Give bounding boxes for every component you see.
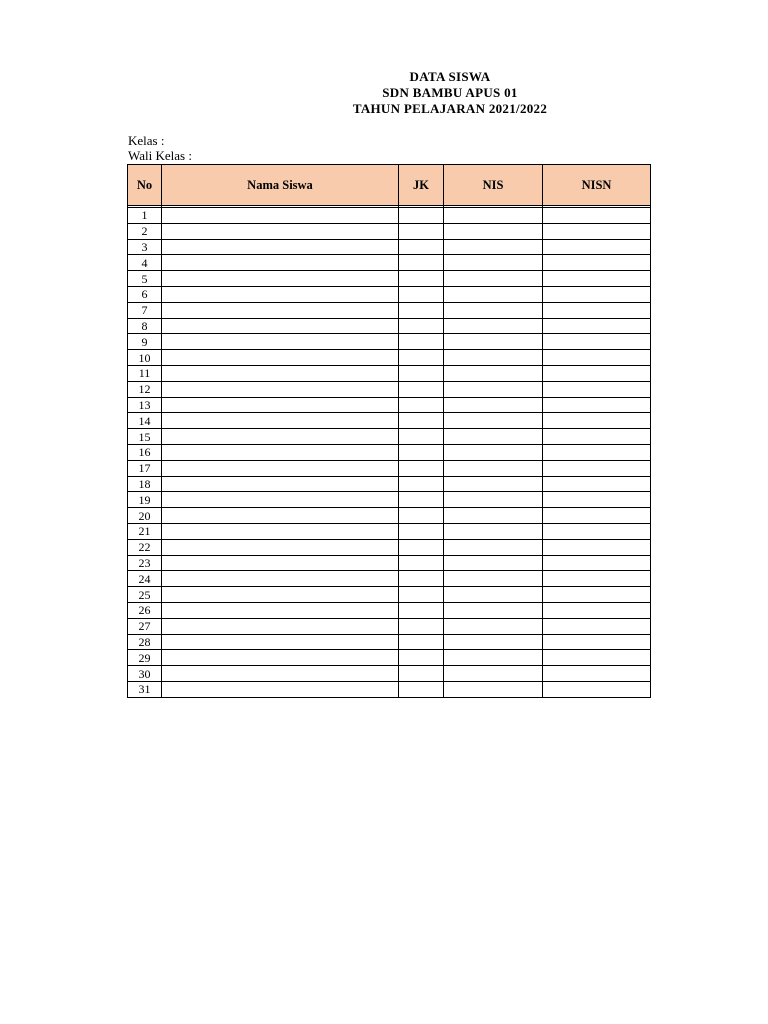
cell-nisn[interactable]	[543, 271, 651, 287]
cell-no: 24	[128, 571, 162, 587]
cell-nama[interactable]	[162, 666, 399, 682]
table-row	[128, 602, 651, 618]
cell-nisn[interactable]	[543, 555, 651, 571]
cell-nisn[interactable]	[543, 208, 651, 224]
cell-jk[interactable]	[399, 429, 444, 445]
cell-no: 10	[128, 350, 162, 366]
cell-nis[interactable]	[444, 587, 543, 603]
cell-no: 8	[128, 318, 162, 334]
table-row	[128, 302, 651, 318]
cell-nama[interactable]	[162, 492, 399, 508]
cell-nisn[interactable]	[543, 318, 651, 334]
student-table	[127, 164, 651, 698]
table-row	[128, 350, 651, 366]
cell-nisn[interactable]	[543, 239, 651, 255]
cell-no: 15	[128, 429, 162, 445]
cell-nama[interactable]	[162, 429, 399, 445]
cell-nis[interactable]	[444, 413, 543, 429]
table-row	[128, 634, 651, 650]
cell-nisn[interactable]	[543, 255, 651, 271]
cell-jk[interactable]	[399, 476, 444, 492]
cell-nis[interactable]	[444, 208, 543, 224]
table-row	[128, 539, 651, 555]
cell-nis[interactable]	[444, 397, 543, 413]
cell-nama[interactable]	[162, 618, 399, 634]
table-row	[128, 444, 651, 460]
cell-nama[interactable]	[162, 334, 399, 350]
cell-jk[interactable]	[399, 302, 444, 318]
cell-nisn[interactable]	[543, 539, 651, 555]
cell-no: 21	[128, 523, 162, 539]
cell-no: 1	[128, 208, 162, 224]
cell-jk[interactable]	[399, 286, 444, 302]
cell-nama[interactable]	[162, 413, 399, 429]
cell-nama[interactable]	[162, 476, 399, 492]
cell-jk[interactable]	[399, 492, 444, 508]
table-row	[128, 523, 651, 539]
table-row	[128, 681, 651, 697]
table-row	[128, 334, 651, 350]
cell-nisn[interactable]	[543, 492, 651, 508]
table-row	[128, 650, 651, 666]
cell-jk[interactable]	[399, 350, 444, 366]
cell-jk[interactable]	[399, 208, 444, 224]
cell-nis[interactable]	[444, 681, 543, 697]
cell-nisn[interactable]	[543, 413, 651, 429]
title-line-2: SDN BAMBU APUS 01	[382, 85, 518, 100]
title-line-1: DATA SISWA	[409, 69, 491, 84]
cell-jk[interactable]	[399, 508, 444, 524]
cell-jk[interactable]	[399, 539, 444, 555]
cell-no: 11	[128, 365, 162, 381]
cell-nama[interactable]	[162, 302, 399, 318]
cell-nis[interactable]	[444, 555, 543, 571]
table-row	[128, 413, 651, 429]
cell-no: 16	[128, 444, 162, 460]
cell-jk[interactable]	[399, 334, 444, 350]
cell-nisn[interactable]	[543, 302, 651, 318]
table-row	[128, 239, 651, 255]
cell-nis[interactable]	[444, 444, 543, 460]
cell-no: 28	[128, 634, 162, 650]
cell-no: 19	[128, 492, 162, 508]
cell-nisn[interactable]	[543, 587, 651, 603]
cell-no: 6	[128, 286, 162, 302]
cell-nis[interactable]	[444, 666, 543, 682]
cell-no: 20	[128, 508, 162, 524]
cell-nisn[interactable]	[543, 350, 651, 366]
cell-jk[interactable]	[399, 602, 444, 618]
cell-jk[interactable]	[399, 255, 444, 271]
cell-nama[interactable]	[162, 571, 399, 587]
cell-nisn[interactable]	[543, 460, 651, 476]
cell-nisn[interactable]	[543, 508, 651, 524]
cell-no: 13	[128, 397, 162, 413]
header-nis: NIS	[444, 165, 543, 206]
header-nama-siswa: Nama Siswa	[162, 165, 399, 206]
table-body	[128, 206, 651, 698]
cell-no: 30	[128, 666, 162, 682]
document-title	[0, 69, 768, 117]
cell-jk[interactable]	[399, 666, 444, 682]
cell-nama[interactable]	[162, 223, 399, 239]
cell-nis[interactable]	[444, 381, 543, 397]
cell-jk[interactable]	[399, 650, 444, 666]
cell-nama[interactable]	[162, 634, 399, 650]
cell-nama[interactable]	[162, 444, 399, 460]
cell-nama[interactable]	[162, 397, 399, 413]
table-row	[128, 571, 651, 587]
cell-nis[interactable]	[444, 239, 543, 255]
cell-nama[interactable]	[162, 318, 399, 334]
header-jk: JK	[399, 165, 444, 206]
cell-jk[interactable]	[399, 381, 444, 397]
kelas-label: Kelas :	[128, 133, 165, 148]
cell-nama[interactable]	[162, 681, 399, 697]
cell-nisn[interactable]	[543, 523, 651, 539]
cell-no: 4	[128, 255, 162, 271]
cell-jk[interactable]	[399, 271, 444, 287]
cell-no: 3	[128, 239, 162, 255]
cell-nis[interactable]	[444, 476, 543, 492]
cell-jk[interactable]	[399, 318, 444, 334]
table-row	[128, 587, 651, 603]
cell-nis[interactable]	[444, 618, 543, 634]
cell-nama[interactable]	[162, 523, 399, 539]
cell-no: 26	[128, 602, 162, 618]
cell-nisn[interactable]	[543, 397, 651, 413]
table-row	[128, 318, 651, 334]
cell-jk[interactable]	[399, 523, 444, 539]
cell-no: 18	[128, 476, 162, 492]
cell-nisn[interactable]	[543, 666, 651, 682]
cell-nama[interactable]	[162, 208, 399, 224]
header-no: No	[128, 165, 162, 206]
cell-nisn[interactable]	[543, 618, 651, 634]
cell-jk[interactable]	[399, 444, 444, 460]
cell-nis[interactable]	[444, 634, 543, 650]
cell-nis[interactable]	[444, 602, 543, 618]
cell-nama[interactable]	[162, 239, 399, 255]
cell-nisn[interactable]	[543, 571, 651, 587]
cell-nama[interactable]	[162, 365, 399, 381]
cell-nisn[interactable]	[543, 634, 651, 650]
header-nisn: NISN	[543, 165, 651, 206]
table-row	[128, 666, 651, 682]
cell-jk[interactable]	[399, 239, 444, 255]
table-row	[128, 476, 651, 492]
cell-no: 22	[128, 539, 162, 555]
cell-nis[interactable]	[444, 318, 543, 334]
table-row	[128, 618, 651, 634]
cell-nama[interactable]	[162, 587, 399, 603]
cell-nis[interactable]	[444, 460, 543, 476]
cell-nama[interactable]	[162, 650, 399, 666]
cell-jk[interactable]	[399, 397, 444, 413]
table-row	[128, 255, 651, 271]
cell-no: 25	[128, 587, 162, 603]
cell-jk[interactable]	[399, 413, 444, 429]
cell-nisn[interactable]	[543, 444, 651, 460]
cell-nama[interactable]	[162, 555, 399, 571]
cell-nis[interactable]	[444, 302, 543, 318]
table-row	[128, 286, 651, 302]
cell-no: 23	[128, 555, 162, 571]
cell-nis[interactable]	[444, 365, 543, 381]
cell-nisn[interactable]	[543, 429, 651, 445]
cell-no: 27	[128, 618, 162, 634]
cell-jk[interactable]	[399, 634, 444, 650]
cell-no: 17	[128, 460, 162, 476]
cell-nama[interactable]	[162, 286, 399, 302]
cell-nisn[interactable]	[543, 650, 651, 666]
cell-nis[interactable]	[444, 539, 543, 555]
cell-no: 31	[128, 681, 162, 697]
cell-jk[interactable]	[399, 571, 444, 587]
cell-nis[interactable]	[444, 492, 543, 508]
cell-nama[interactable]	[162, 381, 399, 397]
cell-nis[interactable]	[444, 508, 543, 524]
cell-no: 5	[128, 271, 162, 287]
cell-nis[interactable]	[444, 650, 543, 666]
table-row	[128, 381, 651, 397]
table-row	[128, 492, 651, 508]
cell-nama[interactable]	[162, 271, 399, 287]
cell-nisn[interactable]	[543, 334, 651, 350]
cell-nama[interactable]	[162, 460, 399, 476]
table-row	[128, 208, 651, 224]
cell-nis[interactable]	[444, 334, 543, 350]
cell-nama[interactable]	[162, 508, 399, 524]
cell-jk[interactable]	[399, 587, 444, 603]
table-row	[128, 271, 651, 287]
cell-nisn[interactable]	[543, 681, 651, 697]
table-row	[128, 460, 651, 476]
cell-nisn[interactable]	[543, 602, 651, 618]
cell-nama[interactable]	[162, 350, 399, 366]
cell-nis[interactable]	[444, 223, 543, 239]
cell-jk[interactable]	[399, 223, 444, 239]
cell-nis[interactable]	[444, 271, 543, 287]
cell-no: 29	[128, 650, 162, 666]
cell-nis[interactable]	[444, 255, 543, 271]
table-row	[128, 508, 651, 524]
cell-jk[interactable]	[399, 460, 444, 476]
cell-nama[interactable]	[162, 602, 399, 618]
cell-nis[interactable]	[444, 429, 543, 445]
cell-nisn[interactable]	[543, 223, 651, 239]
cell-nisn[interactable]	[543, 476, 651, 492]
title-line-3: TAHUN PELAJARAN 2021/2022	[352, 101, 548, 116]
table-row	[128, 397, 651, 413]
table-header-row	[128, 165, 651, 206]
table-row	[128, 223, 651, 239]
table-row	[128, 555, 651, 571]
cell-nisn[interactable]	[543, 286, 651, 302]
cell-nis[interactable]	[444, 523, 543, 539]
cell-nama[interactable]	[162, 255, 399, 271]
cell-jk[interactable]	[399, 365, 444, 381]
table-row	[128, 365, 651, 381]
cell-jk[interactable]	[399, 681, 444, 697]
cell-nisn[interactable]	[543, 365, 651, 381]
cell-no: 2	[128, 223, 162, 239]
cell-nisn[interactable]	[543, 381, 651, 397]
cell-nis[interactable]	[444, 571, 543, 587]
table-row	[128, 429, 651, 445]
cell-no: 9	[128, 334, 162, 350]
cell-nis[interactable]	[444, 286, 543, 302]
wali-kelas-label: Wali Kelas :	[128, 148, 192, 163]
cell-no: 7	[128, 302, 162, 318]
cell-no: 14	[128, 413, 162, 429]
cell-nis[interactable]	[444, 350, 543, 366]
cell-jk[interactable]	[399, 555, 444, 571]
cell-jk[interactable]	[399, 618, 444, 634]
cell-nama[interactable]	[162, 539, 399, 555]
cell-no: 12	[128, 381, 162, 397]
